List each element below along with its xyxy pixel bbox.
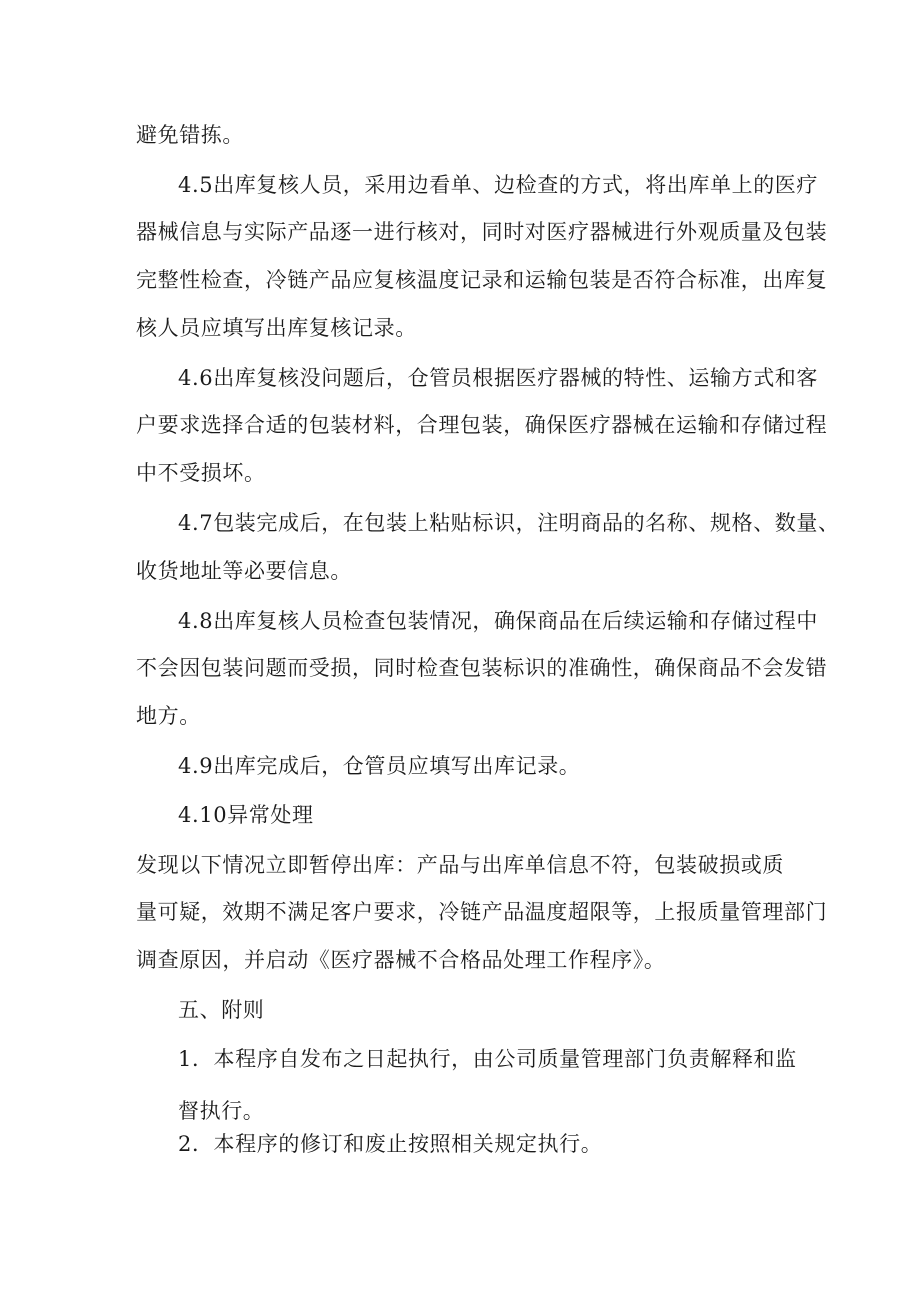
- text-line: 量可疑，效期不满足客户要求，冷链产品温度超限等，上报质量管理部门: [136, 900, 828, 924]
- text-line: 发现以下情况立即暂停出库：产品与出库单信息不符，包装破损或质: [136, 853, 784, 877]
- text-line: 4.9出库完成后，仓管员应填写出库记录。: [178, 754, 581, 778]
- text-line: 户要求选择合适的包装材料，合理包装，确保医疗器械在运输和存储过程: [136, 413, 828, 437]
- text-line: 地方。: [136, 704, 201, 728]
- text-line: 不会因包装问题而受损，同时检查包装标识的准确性，确保商品不会发错: [136, 656, 828, 680]
- text-line: 器械信息与实际产品逐一进行核对，同时对医疗器械进行外观质量及包装: [136, 220, 828, 244]
- section-heading: 五、附则: [178, 998, 265, 1022]
- text-line: 4.5出库复核人员，采用边看单、边检查的方式，将出库单上的医疗: [178, 173, 818, 197]
- text-line: 收货地址等必要信息。: [136, 559, 352, 583]
- text-line: 督执行。: [178, 1099, 265, 1123]
- text-line: 4.8出库复核人员检查包装情况，确保商品在后续运输和存储过程中: [178, 609, 818, 633]
- text-line: 核人员应填写出库复核记录。: [136, 316, 417, 340]
- section-heading: 4.10异常处理: [178, 803, 314, 827]
- text-line: 完整性检查，冷链产品应复核温度记录和运输包装是否符合标准，出库复: [136, 268, 828, 292]
- text-line: 避免错拣。: [136, 123, 244, 147]
- text-line: 中不受损坏。: [136, 461, 266, 485]
- text-line: 4.6出库复核没问题后，仓管员根据医疗器械的特性、运输方式和客: [178, 366, 818, 390]
- text-line: 4.7包装完成后，在包装上粘贴标识，注明商品的名称、规格、数量、: [178, 511, 840, 535]
- text-line: 调查原因，并启动《医疗器械不合格品处理工作程序》。: [136, 948, 666, 972]
- text-line: 2．本程序的修订和废止按照相关规定执行。: [178, 1132, 603, 1156]
- text-line: 1．本程序自发布之日起执行，由公司质量管理部门负责解释和监: [178, 1047, 797, 1071]
